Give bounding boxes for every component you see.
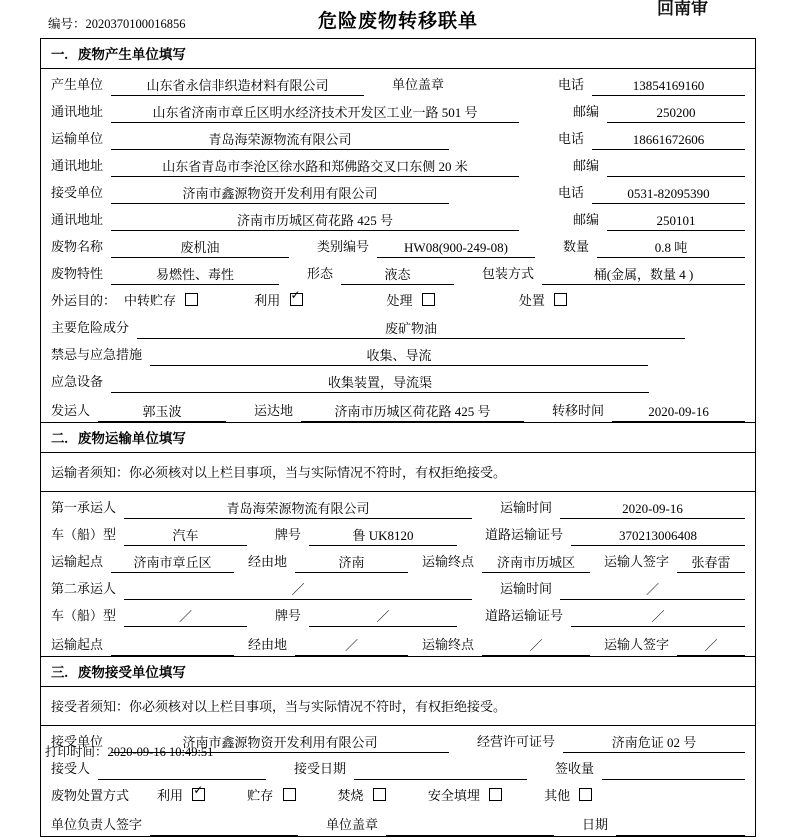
transport-phone-label: 电话 (557, 131, 584, 146)
waste-qty-label: 数量 (563, 239, 590, 254)
transport-phone-value[interactable]: 18661672606 (592, 132, 745, 150)
receiving-date-label: 日期 (582, 817, 609, 832)
disposal-option-other-checkbox[interactable] (579, 788, 592, 801)
section-2-label: 废物运输单位填写 (77, 431, 186, 446)
disposal-option-landfill-checkbox[interactable] (489, 788, 502, 801)
via-2-label: 经由地 (248, 637, 288, 652)
producer-zip-label: 邮编 (572, 104, 599, 119)
waste-name-label: 废物名称 (51, 239, 104, 254)
producer-label: 产生单位 (51, 77, 104, 92)
receive-qty-value[interactable] (602, 777, 745, 780)
receiver-unit-label: 接受单位 (51, 185, 104, 200)
receiver-address-value[interactable]: 济南市历城区荷花路 425 号 (111, 213, 519, 231)
transfer-time-value[interactable]: 2020-09-16 (612, 404, 745, 422)
plate-1-value[interactable]: 鲁 UK8120 (309, 528, 457, 546)
purpose-option-utilize[interactable] (254, 290, 302, 312)
purpose-option-treat-label: 处理 (386, 293, 413, 308)
vehicle-1-value[interactable]: 汽车 (124, 528, 247, 546)
waste-name-value[interactable]: 废机油 (111, 240, 289, 258)
waste-pack-value[interactable]: 桶(金属，数量 4 ) (542, 267, 745, 285)
emergency-equipment-value[interactable]: 收集装置，导流渠 (111, 375, 649, 393)
document-header (0, 0, 796, 34)
row-vehicle-2 (41, 600, 755, 627)
print-time (45, 742, 213, 760)
print-time-label: 打印时间： (45, 745, 108, 759)
via-2-value[interactable]: ／ (295, 638, 408, 656)
disposal-option-incineration-label: 焚烧 (337, 788, 364, 803)
row-route-1 (41, 546, 755, 573)
main-hazard-value[interactable]: 废矿物油 (137, 321, 685, 339)
receiving-seal-label: 单位盖章 (326, 817, 379, 832)
vehicle-2-value[interactable]: ／ (124, 609, 247, 627)
receiving-seal-value[interactable] (386, 833, 554, 836)
purpose-option-utilize-label: 利用 (254, 293, 281, 308)
waste-qty-value[interactable]: 0.8 吨 (597, 240, 745, 258)
purpose-option-utilize-checkbox[interactable] (290, 293, 303, 306)
corner-stamp-mark: 回南审 (657, 0, 708, 18)
section-1-title (41, 39, 755, 69)
waste-property-label: 废物特性 (51, 266, 104, 281)
plate-2-label: 牌号 (275, 608, 302, 623)
carrier-1-value[interactable]: 青岛海荣源物流有限公司 (124, 501, 472, 519)
sign-1-value[interactable]: 张春雷 (677, 555, 745, 573)
dest-1-value[interactable]: 济南市历城区 (482, 555, 590, 573)
section-3-title (41, 657, 755, 687)
receive-date-label: 接受日期 (294, 761, 347, 776)
row-emergency-equipment (41, 366, 755, 393)
destination-label: 运达地 (254, 403, 294, 418)
disposal-option-storage-label: 贮存 (247, 788, 274, 803)
row-producer-address (41, 96, 755, 123)
receiving-unit-value[interactable]: 济南市鑫源物资开发利用有限公司 (111, 735, 449, 753)
disposal-option-utilize[interactable] (157, 785, 205, 807)
disposal-option-other[interactable] (544, 785, 592, 807)
receiver-zip-label: 邮编 (572, 212, 599, 227)
road-license-2-value[interactable]: ／ (571, 609, 745, 627)
row-external-purpose (41, 285, 755, 312)
disposal-option-landfill-label: 安全填埋 (427, 788, 480, 803)
carrier-1-label: 第一承运人 (51, 500, 117, 515)
dest-1-label: 运输终点 (422, 554, 475, 569)
section-2-body (41, 492, 755, 657)
carrier-2-value[interactable]: ／ (124, 582, 472, 600)
section-3-label: 废物接受单位填写 (77, 665, 186, 680)
purpose-option-transfer-storage-checkbox[interactable] (185, 293, 198, 306)
purpose-option-transfer-storage-label: 中转贮存 (124, 293, 177, 308)
dest-2-label: 运输终点 (422, 637, 475, 652)
responsible-person-label: 单位负责人签字 (51, 817, 143, 832)
transporter-notice: 运输者须知：你必须核对以上栏目事项，当与实际情况不符时，有权拒绝接受。 (41, 453, 755, 492)
receiver-phone-value[interactable]: 0531-82095390 (592, 186, 745, 204)
receiver-notice: 接受者须知：你必须核对以上栏目事项，当与实际情况不符时，有权拒绝接受。 (41, 687, 755, 726)
row-receiver-address (41, 204, 755, 231)
section-1-number: 一. (51, 47, 68, 62)
waste-pack-label: 包装方式 (482, 266, 535, 281)
waste-form-value[interactable]: 液态 (341, 267, 454, 285)
transfer-time-label: 转移时间 (552, 403, 605, 418)
sign-2-value[interactable]: ／ (677, 638, 745, 656)
document-number-label: 编号： (48, 17, 86, 31)
permit-no-value[interactable]: 济南危证 02 号 (563, 735, 745, 753)
page-title: 危险废物转移联单 (317, 11, 478, 32)
transport-zip-value[interactable] (607, 174, 745, 177)
receiver-person-label: 接受人 (51, 761, 91, 776)
transport-zip-label: 邮编 (572, 158, 599, 173)
carrier-2-time-value[interactable]: ／ (560, 582, 745, 600)
row-carrier-2 (41, 573, 755, 600)
row-transport-unit (41, 123, 755, 150)
dest-2-value[interactable]: ／ (482, 638, 590, 656)
row-taboo-measures (41, 339, 755, 366)
document-number-value: 2020370100016856 (85, 17, 186, 31)
section-2-title (41, 423, 755, 453)
main-hazard-label: 主要危险成分 (51, 320, 130, 335)
section-1-label: 废物产生单位填写 (77, 47, 186, 62)
row-receiver-unit (41, 177, 755, 204)
producer-value[interactable]: 山东省永信非织造材料有限公司 (111, 78, 364, 96)
section-3-number: 三. (51, 665, 68, 680)
row-sender (41, 393, 755, 422)
receiver-address-label: 通讯地址 (51, 212, 104, 227)
producer-seal-label: 单位盖章 (392, 77, 445, 92)
disposal-option-incineration-checkbox[interactable] (373, 788, 386, 801)
plate-2-value[interactable]: ／ (309, 609, 457, 627)
producer-phone-value[interactable]: 13854169160 (592, 78, 745, 96)
row-main-hazard (41, 312, 755, 339)
purpose-option-treat[interactable] (387, 290, 435, 312)
receive-qty-label: 签收量 (555, 761, 595, 776)
purpose-option-transfer-storage[interactable] (124, 290, 198, 312)
carrier-1-time-value[interactable]: 2020-09-16 (560, 501, 745, 519)
carrier-2-label: 第二承运人 (51, 581, 117, 596)
permit-no-label: 经营许可证号 (477, 734, 556, 749)
row-route-2 (41, 627, 755, 656)
road-license-1-label: 道路运输证号 (485, 527, 564, 542)
disposal-option-utilize-label: 利用 (157, 788, 184, 803)
form-frame (40, 38, 756, 837)
responsible-person-value[interactable] (150, 833, 298, 836)
receiving-date-value[interactable] (616, 833, 745, 836)
transport-address-label: 通讯地址 (51, 158, 104, 173)
origin-2-value[interactable] (111, 653, 234, 656)
waste-form-label: 形态 (307, 266, 334, 281)
sender-value[interactable]: 郭玉波 (98, 404, 226, 422)
purpose-option-treat-checkbox[interactable] (422, 293, 435, 306)
sign-1-label: 运输人签字 (604, 554, 670, 569)
via-1-label: 经由地 (248, 554, 288, 569)
producer-address-value[interactable]: 山东省济南市章丘区明水经济技术开发区工业一路 501 号 (111, 105, 519, 123)
vehicle-2-label: 车（船）型 (51, 608, 117, 623)
receiver-zip-value[interactable]: 250101 (607, 213, 745, 231)
plate-1-label: 牌号 (275, 527, 302, 542)
section-1-body (41, 69, 755, 423)
destination-value[interactable]: 济南市历城区荷花路 425 号 (301, 404, 524, 422)
carrier-1-time-label: 运输时间 (500, 500, 553, 515)
purpose-option-dispose-label: 处置 (518, 293, 545, 308)
transport-unit-value[interactable]: 青岛海荣源物流有限公司 (111, 132, 449, 150)
disposal-method-label: 废物处置方式 (51, 788, 130, 803)
waste-property-value[interactable]: 易燃性、毒性 (111, 267, 279, 285)
sign-2-label: 运输人签字 (604, 637, 670, 652)
transport-unit-label: 运输单位 (51, 131, 104, 146)
print-time-value: 2020-09-16 10:49:51 (107, 745, 214, 759)
waste-category-value[interactable]: HW08(900-249-08) (377, 240, 535, 258)
disposal-option-storage[interactable] (247, 785, 295, 807)
disposal-option-landfill[interactable] (428, 785, 502, 807)
section-2-number: 二. (51, 431, 68, 446)
row-waste-name (41, 231, 755, 258)
receiving-unit-label: 接受单位 (51, 734, 104, 749)
vehicle-1-label: 车（船）型 (51, 527, 117, 542)
taboo-measures-label: 禁忌与应急措施 (51, 347, 143, 362)
disposal-option-incineration[interactable] (338, 785, 386, 807)
disposal-option-other-label: 其他 (544, 788, 571, 803)
receiver-phone-label: 电话 (557, 185, 584, 200)
emergency-equipment-label: 应急设备 (51, 374, 104, 389)
producer-address-label: 通讯地址 (51, 104, 104, 119)
waste-category-label: 类别编号 (317, 239, 370, 254)
row-producer (41, 69, 755, 96)
origin-1-value[interactable]: 济南市章丘区 (111, 555, 234, 573)
row-transport-address (41, 150, 755, 177)
sender-label: 发运人 (51, 403, 91, 418)
via-1-value[interactable]: 济南 (295, 555, 408, 573)
receiver-person-value[interactable] (98, 777, 266, 780)
origin-1-label: 运输起点 (51, 554, 104, 569)
carrier-2-time-label: 运输时间 (500, 581, 553, 596)
row-waste-property (41, 258, 755, 285)
taboo-measures-value[interactable]: 收集、导流 (150, 348, 648, 366)
producer-phone-label: 电话 (557, 77, 584, 92)
external-purpose-label: 外运目的： (51, 293, 117, 308)
road-license-1-value[interactable]: 370213006408 (571, 528, 745, 546)
row-disposal-method (41, 780, 755, 807)
disposal-option-storage-checkbox[interactable] (283, 788, 296, 801)
origin-2-label: 运输起点 (51, 637, 104, 652)
road-license-2-label: 道路运输证号 (485, 608, 564, 623)
row-carrier-1 (41, 492, 755, 519)
purpose-option-dispose[interactable] (519, 290, 567, 312)
disposal-option-utilize-checkbox[interactable] (192, 788, 205, 801)
transport-address-value[interactable]: 山东省青岛市李沧区徐水路和郑佛路交叉口东侧 20 米 (111, 159, 519, 177)
receive-date-value[interactable] (354, 777, 527, 780)
receiver-unit-value[interactable]: 济南市鑫源物资开发利用有限公司 (111, 186, 449, 204)
purpose-option-dispose-checkbox[interactable] (554, 293, 567, 306)
producer-zip-value[interactable]: 250200 (607, 105, 745, 123)
row-responsible-signature (41, 807, 755, 836)
row-vehicle-1 (41, 519, 755, 546)
